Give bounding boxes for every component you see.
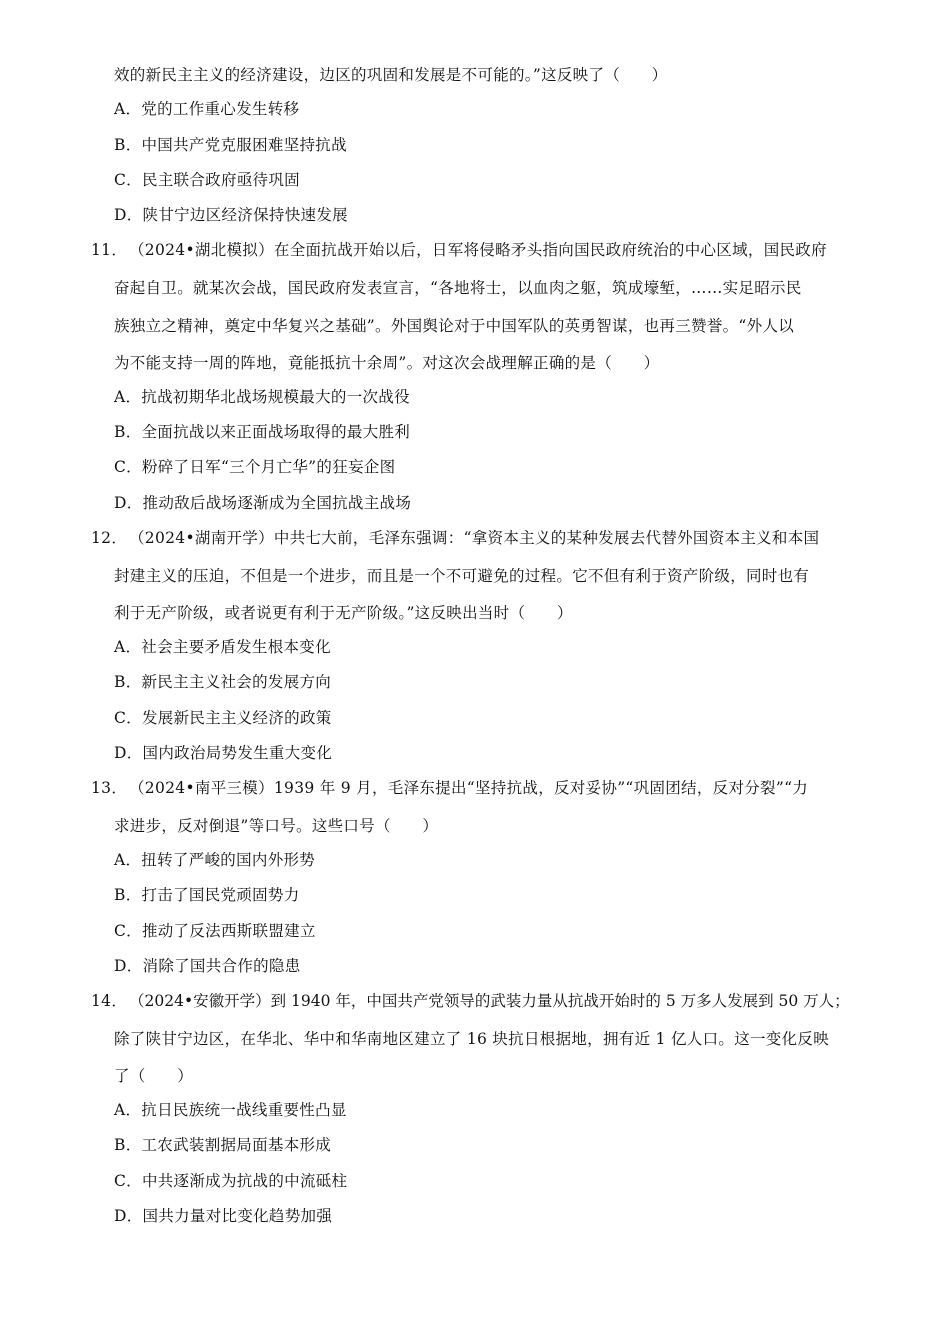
question-14-stem-line: （2024•安徽开学）到 1940 年，中国共产党领导的武装力量从抗战开始时的 5 万多人发展到 50 万人； <box>129 992 850 1010</box>
question-11-option-b: B．全面抗战以来正面战场取得的最大胜利 <box>114 423 411 441</box>
question-11-stem-line: 为不能支持一周的阵地，竟能抵抗十余周”。对这次会战理解正确的是（ ） <box>114 354 660 372</box>
question-13-option-a: A．扭转了严峻的国内外形势 <box>114 851 316 869</box>
question-14-stem-line: 了（ ） <box>114 1067 194 1085</box>
question-14-option-a: A．抗日民族统一战线重要性凸显 <box>114 1101 347 1119</box>
question-11-stem-line: 族独立之精神，奠定中华复兴之基础”。外国舆论对于中国军队的英勇智谋，也再三赞誉。“外人以 <box>114 317 795 335</box>
question-11-number: 11． <box>91 241 128 259</box>
question-13-option-d: D．消除了国共合作的隐患 <box>114 957 301 975</box>
question-12-stem-line: 利于无产阶级，或者说更有利于无产阶级。”这反映出当时（ ） <box>114 604 573 622</box>
question-14-option-c: C．中共逐渐成为抗战的中流砥柱 <box>114 1172 348 1190</box>
question-12-option-a: A．社会主要矛盾发生根本变化 <box>114 638 331 656</box>
question-10-option-d: D．陕甘宁边区经济保持快速发展 <box>114 206 348 224</box>
question-14-option-d: D．国共力量对比变化趋势加强 <box>114 1207 333 1225</box>
question-11-option-a: A．抗战初期华北战场规模最大的一次战役 <box>114 388 410 406</box>
question-12-option-b: B．新民主主义社会的发展方向 <box>114 673 332 691</box>
question-12-stem-line: 封建主义的压迫，不但是一个进步，而且是一个不可避免的过程。它不但有利于资产阶级，同时也有 <box>114 567 810 585</box>
question-13-option-b: B．打击了国民党顽固势力 <box>114 886 300 904</box>
question-10-stem-line: 效的新民主主义的经济建设，边区的巩固和发展是不可能的。”这反映了（ ） <box>114 66 668 84</box>
question-12-option-d: D．国内政治局势发生重大变化 <box>114 744 333 762</box>
question-12-number: 12． <box>91 529 128 547</box>
question-14-number: 14． <box>91 992 128 1010</box>
question-13-stem-line: 求进步，反对倒退”等口号。这些口号（ ） <box>114 817 439 835</box>
question-10-option-a: A．党的工作重心发生转移 <box>114 100 300 118</box>
question-14-stem-line: 除了陕甘宁边区，在华北、华中和华南地区建立了 16 块抗日根据地，拥有近 1 亿人口。这一变化反映 <box>114 1030 829 1048</box>
question-10-option-b: B．中国共产党克服困难坚持抗战 <box>114 136 347 154</box>
question-11-stem-line: （2024•湖北模拟）在全面抗战开始以后，日军将侵略矛头指向国民政府统治的中心区域，国民政府 <box>129 241 827 259</box>
question-13-number: 13． <box>91 779 128 797</box>
question-10-option-c: C．民主联合政府亟待巩固 <box>114 171 300 189</box>
question-12-stem-line: （2024•湖南开学）中共七大前，毛泽东强调：“拿资本主义的某种发展去代替外国资本主义和本国 <box>129 529 820 547</box>
question-13-stem-line: （2024•南平三模）1939 年 9 月，毛泽东提出“坚持抗战，反对妥协”“巩固团结，反对分裂”“力 <box>129 779 809 797</box>
question-12-option-c: C．发展新民主主义经济的政策 <box>114 709 332 727</box>
question-14-option-b: B．工农武装割据局面基本形成 <box>114 1136 332 1154</box>
question-11-option-d: D．推动敌后战场逐渐成为全国抗战主战场 <box>114 494 412 512</box>
question-13-option-c: C．推动了反法西斯联盟建立 <box>114 922 316 940</box>
question-11-stem-line: 奋起自卫。就某次会战，国民政府发表宣言，“各地将士，以血肉之躯，筑成壕堑，……实足昭示民 <box>114 279 802 297</box>
question-11-option-c: C．粉碎了日军“三个月亡华”的狂妄企图 <box>114 458 396 476</box>
